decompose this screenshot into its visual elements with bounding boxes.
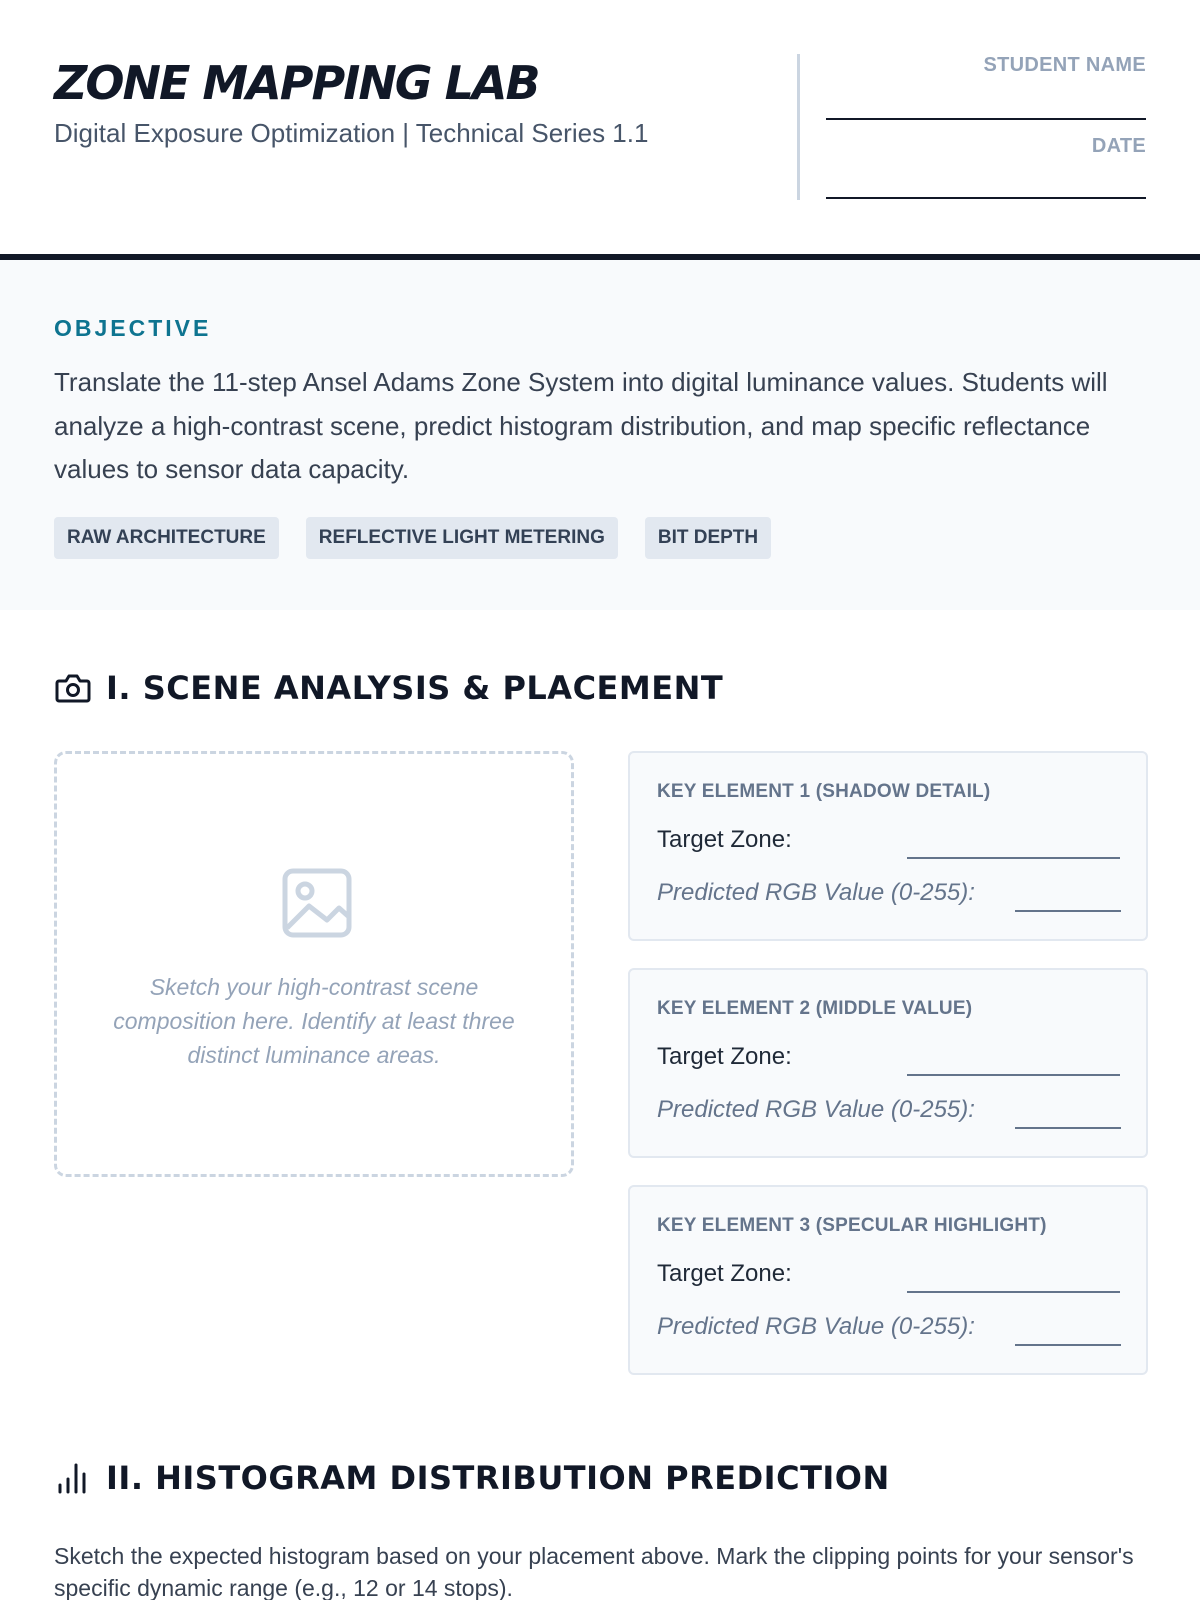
target-zone-field[interactable] <box>907 857 1120 859</box>
target-zone-label: Target Zone: <box>657 826 792 853</box>
rgb-value-field[interactable] <box>1015 1344 1121 1346</box>
image-icon <box>282 868 352 938</box>
page-subtitle: Digital Exposure Optimization | Technical Series 1.1 <box>54 118 649 148</box>
key-element-title: KEY ELEMENT 2 (MIDDLE VALUE) <box>657 998 973 1019</box>
header-divider <box>797 54 800 200</box>
page-header <box>0 0 1200 260</box>
student-name-field[interactable] <box>826 118 1146 120</box>
key-element-title: KEY ELEMENT 1 (SHADOW DETAIL) <box>657 781 991 802</box>
target-zone-field[interactable] <box>907 1074 1120 1076</box>
topic-tags <box>54 517 771 559</box>
section-2-title: II. HISTOGRAM DISTRIBUTION PREDICTION <box>106 1459 890 1497</box>
histogram-instructions: Sketch the expected histogram based on your placement above. Mark the clipping points for your sensor's specific dynamic range (e.g., 12 or 14 stops). <box>54 1543 1134 1600</box>
target-zone-field[interactable] <box>907 1291 1120 1293</box>
camera-icon <box>54 669 92 707</box>
objective-label: OBJECTIVE <box>54 315 212 341</box>
rgb-value-label: Predicted RGB Value (0-255): <box>657 1096 975 1123</box>
sketch-prompt: Sketch your high-contrast scene composition here. Identify at least three distinct luminance areas. <box>113 974 515 1068</box>
objective-text: Translate the 11-step Ansel Adams Zone System into digital luminance values. Students will analyze a high-contrast scene, predict histogram distribution, and map specific reflectance values to sensor data capacity. <box>54 367 1108 484</box>
section-1-title: I. SCENE ANALYSIS & PLACEMENT <box>106 669 724 707</box>
tag-raw-architecture: RAW ARCHITECTURE <box>54 517 279 559</box>
key-element-card-1 <box>628 751 1148 941</box>
rgb-value-label: Predicted RGB Value (0-255): <box>657 1313 975 1340</box>
rgb-value-field[interactable] <box>1015 910 1121 912</box>
target-zone-label: Target Zone: <box>657 1043 792 1070</box>
objective-panel <box>0 260 1200 610</box>
target-zone-label: Target Zone: <box>657 1260 792 1287</box>
page-title: ZONE MAPPING LAB <box>54 56 539 110</box>
tag-reflective-light-metering: REFLECTIVE LIGHT METERING <box>306 517 618 559</box>
key-element-title: KEY ELEMENT 3 (SPECULAR HIGHLIGHT) <box>657 1215 1047 1236</box>
key-element-card-3 <box>628 1185 1148 1375</box>
section-2-heading <box>54 1459 890 1497</box>
date-label: DATE <box>1091 135 1146 157</box>
date-field[interactable] <box>826 197 1146 199</box>
rgb-value-label: Predicted RGB Value (0-255): <box>657 879 975 906</box>
student-name-label: STUDENT NAME <box>983 54 1146 76</box>
scene-sketch-area[interactable] <box>54 751 574 1177</box>
rgb-value-field[interactable] <box>1015 1127 1121 1129</box>
tag-bit-depth: BIT DEPTH <box>645 517 771 559</box>
section-1-heading <box>54 669 723 707</box>
key-element-card-2 <box>628 968 1148 1158</box>
histogram-icon <box>54 1459 92 1497</box>
